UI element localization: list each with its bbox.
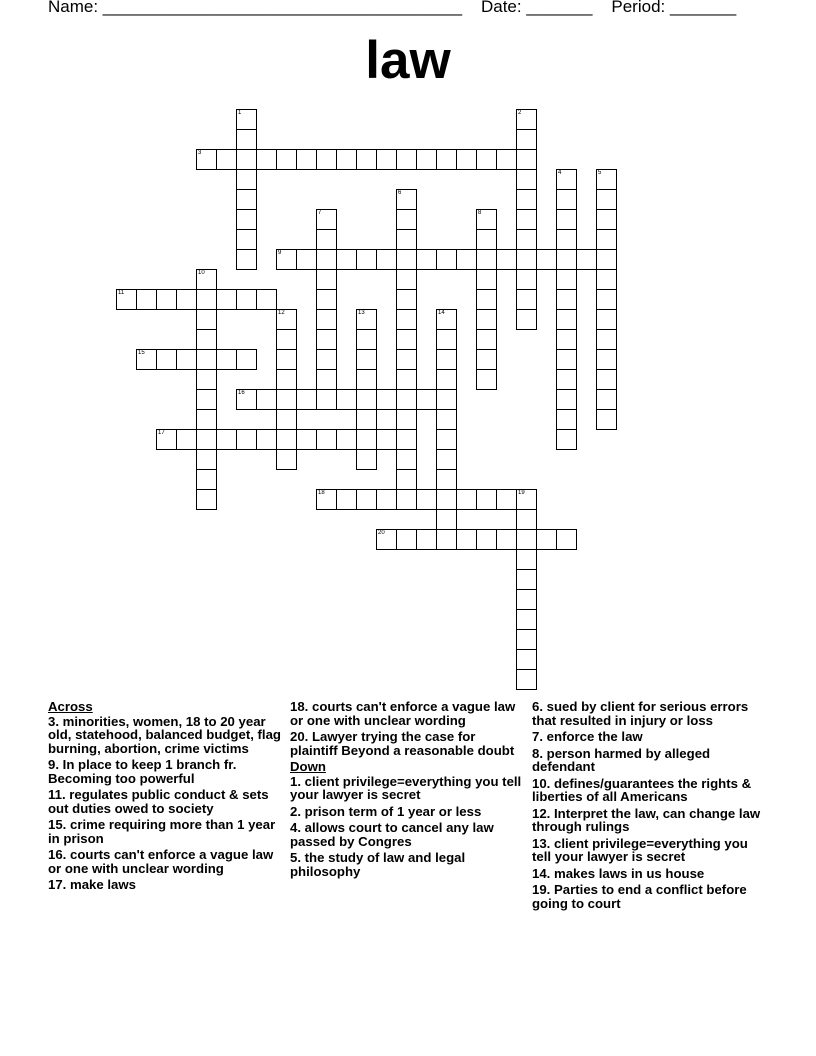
grid-cell[interactable] [356,489,377,510]
grid-cell[interactable] [376,249,397,270]
grid-cell[interactable] [396,489,417,510]
grid-cell[interactable] [596,229,617,250]
clue-across-18: 18. courts can't enforce a vague law or one with unclear wording [290,699,516,728]
clue-down-6: 6. sued by client for serious errors that resulted in injury or loss [532,699,749,728]
grid-cell[interactable] [316,349,337,370]
grid-cell[interactable] [556,189,577,210]
grid-cell[interactable] [236,169,257,190]
grid-cell[interactable] [316,289,337,310]
grid-cell[interactable] [316,269,337,290]
grid-cell[interactable] [136,349,157,370]
grid-cell[interactable] [256,289,277,310]
grid-cell[interactable] [556,209,577,230]
grid-cell[interactable] [596,369,617,390]
grid-cell[interactable] [196,409,217,430]
grid-cell[interactable] [396,309,417,330]
grid-cell[interactable] [276,149,297,170]
grid-cell[interactable] [416,149,437,170]
grid-cell[interactable] [356,409,377,430]
grid-cell[interactable] [516,529,537,550]
clue-number: 5 [598,170,602,176]
grid-cell[interactable] [456,529,477,550]
grid-cell[interactable] [436,349,457,370]
clue-number: 8 [478,210,482,216]
grid-cell[interactable] [276,449,297,470]
grid-cell[interactable] [556,269,577,290]
grid-cell[interactable] [476,369,497,390]
grid-cell[interactable] [436,529,457,550]
grid-cell[interactable] [456,149,477,170]
grid-cell[interactable] [196,269,217,290]
clue-across-9: 9. In place to keep 1 branch fr. Becoming too powerful [48,757,237,786]
grid-cell[interactable] [196,329,217,350]
grid-cell[interactable] [476,529,497,550]
grid-cell[interactable] [476,149,497,170]
grid-cell[interactable] [396,469,417,490]
grid-cell[interactable] [396,349,417,370]
grid-cell[interactable] [436,509,457,530]
grid-cell[interactable] [476,269,497,290]
grid-cell[interactable] [516,549,537,570]
grid-cell[interactable] [476,209,497,230]
grid-cell[interactable] [396,329,417,350]
grid-cell[interactable] [596,249,617,270]
grid-cell[interactable] [516,249,537,270]
grid-cell[interactable] [436,489,457,510]
grid-cell[interactable] [596,409,617,430]
grid-cell[interactable] [436,309,457,330]
grid-cell[interactable] [476,289,497,310]
grid-cell[interactable] [356,329,377,350]
clue-down-12: 12. Interpret the law, can change law through rulings [532,805,761,834]
grid-cell[interactable] [416,389,437,410]
grid-cell[interactable] [416,529,437,550]
grid-cell[interactable] [196,309,217,330]
grid-cell[interactable] [596,269,617,290]
grid-cell[interactable] [516,189,537,210]
grid-cell[interactable] [256,429,277,450]
down-heading: Down [290,759,326,774]
across-heading: Across [48,699,93,714]
grid-cell[interactable] [196,149,217,170]
clue-across-11: 11. regulates public conduct & sets out duties owed to society [48,787,269,816]
clue-number: 15 [138,350,145,356]
grid-cell[interactable] [336,489,357,510]
grid-cell[interactable] [596,189,617,210]
clue-down-1: 1. client privilege=everything you tell your lawyer is secret [290,773,522,802]
grid-cell[interactable] [496,249,517,270]
grid-cell[interactable] [496,489,517,510]
grid-cell[interactable] [556,409,577,430]
grid-cell[interactable] [356,429,377,450]
grid-cell[interactable] [436,329,457,350]
grid-cell[interactable] [316,369,337,390]
grid-cell[interactable] [396,269,417,290]
clue-down-19: 19. Parties to end a conflict before going to court [532,882,747,911]
grid-cell[interactable] [296,249,317,270]
grid-cell[interactable] [516,289,537,310]
grid-cell[interactable] [196,389,217,410]
grid-cell[interactable] [556,229,577,250]
grid-cell[interactable] [236,389,257,410]
grid-cell[interactable] [316,429,337,450]
grid-cell[interactable] [296,429,317,450]
grid-cell[interactable] [396,369,417,390]
grid-cell[interactable] [236,229,257,250]
grid-cell[interactable] [396,409,417,430]
grid-cell[interactable] [516,269,537,290]
grid-cell[interactable] [376,429,397,450]
grid-cell[interactable] [516,609,537,630]
grid-cell[interactable] [316,309,337,330]
grid-cell[interactable] [556,309,577,330]
grid-cell[interactable] [396,149,417,170]
grid-cell[interactable] [316,149,337,170]
grid-cell[interactable] [436,249,457,270]
grid-cell[interactable] [316,209,337,230]
grid-cell[interactable] [556,249,577,270]
grid-cell[interactable] [556,329,577,350]
grid-cell[interactable] [276,309,297,330]
grid-cell[interactable] [216,289,237,310]
clue-number: 10 [198,270,205,276]
grid-cell[interactable] [116,289,137,310]
grid-cell[interactable] [176,289,197,310]
grid-cell[interactable] [476,329,497,350]
clue-down-8: 8. person harmed by alleged defendant [532,745,711,774]
clue-number: 4 [558,170,562,176]
grid-cell[interactable] [376,489,397,510]
grid-cell[interactable] [516,149,537,170]
clue-number: 18 [318,490,325,496]
grid-cell[interactable] [436,369,457,390]
grid-cell[interactable] [196,349,217,370]
grid-cell[interactable] [396,529,417,550]
grid-cell[interactable] [596,309,617,330]
grid-cell[interactable] [236,109,257,130]
grid-cell[interactable] [276,349,297,370]
clue-number: 19 [518,490,525,496]
grid-cell[interactable] [196,369,217,390]
grid-cell[interactable] [296,149,317,170]
clue-number: 16 [238,390,245,396]
clue-number: 20 [378,530,385,536]
clue-number: 12 [278,310,285,316]
clue-number: 14 [438,310,445,316]
grid-cell[interactable] [236,189,257,210]
grid-cell[interactable] [376,149,397,170]
grid-cell[interactable] [356,349,377,370]
grid-cell[interactable] [336,429,357,450]
grid-cell[interactable] [556,429,577,450]
grid-cell[interactable] [436,149,457,170]
grid-cell[interactable] [316,389,337,410]
grid-cell[interactable] [216,349,237,370]
grid-cell[interactable] [196,489,217,510]
grid-cell[interactable] [136,289,157,310]
grid-cell[interactable] [556,529,577,550]
grid-cell[interactable] [536,249,557,270]
grid-cell[interactable] [516,489,537,510]
grid-cell[interactable] [376,389,397,410]
grid-cell[interactable] [236,249,257,270]
grid-cell[interactable] [556,169,577,190]
grid-cell[interactable] [196,469,217,490]
grid-cell[interactable] [516,169,537,190]
grid-cell[interactable] [476,229,497,250]
grid-cell[interactable] [436,409,457,430]
grid-cell[interactable] [516,229,537,250]
clue-number: 3 [198,150,202,156]
grid-cell[interactable] [596,349,617,370]
grid-cell[interactable] [396,389,417,410]
grid-cell[interactable] [576,249,597,270]
grid-cell[interactable] [336,149,357,170]
clue-down-10: 10. defines/guarantees the rights & liberties of all Americans [532,775,752,804]
grid-cell[interactable] [536,529,557,550]
grid-cell[interactable] [356,149,377,170]
grid-cell[interactable] [316,249,337,270]
grid-cell[interactable] [276,329,297,350]
grid-cell[interactable] [356,449,377,470]
grid-cell[interactable] [436,429,457,450]
grid-cell[interactable] [516,209,537,230]
grid-cell[interactable] [476,489,497,510]
grid-cell[interactable] [356,389,377,410]
grid-cell[interactable] [236,429,257,450]
grid-cell[interactable] [376,529,397,550]
clue-across-20: 20. Lawyer trying the case for plaintiff Beyond a reasonable doubt [290,729,515,758]
grid-cell[interactable] [556,389,577,410]
grid-cell[interactable] [416,249,437,270]
grid-cell[interactable] [156,349,177,370]
clue-across-15: 15. crime requiring more than 1 year in prison [48,817,276,846]
grid-cell[interactable] [236,209,257,230]
grid-cell[interactable] [356,309,377,330]
grid-cell[interactable] [596,209,617,230]
grid-cell[interactable] [516,509,537,530]
clue-across-17: 17. make laws [48,877,136,892]
grid-cell[interactable] [516,669,537,690]
clue-down-13: 13. client privilege=everything you tell your lawyer is secret [532,835,748,864]
grid-cell[interactable] [596,289,617,310]
grid-cell[interactable] [316,489,337,510]
grid-cell[interactable] [276,409,297,430]
clues-column-1 [48,700,284,895]
grid-cell[interactable] [396,449,417,470]
grid-cell[interactable] [476,249,497,270]
grid-cell[interactable] [516,129,537,150]
grid-cell[interactable] [396,249,417,270]
grid-cell[interactable] [356,249,377,270]
grid-cell[interactable] [156,429,177,450]
grid-cell[interactable] [596,329,617,350]
grid-cell[interactable] [516,649,537,670]
clue-number: 13 [358,310,365,316]
grid-cell[interactable] [336,249,357,270]
grid-cell[interactable] [276,369,297,390]
grid-cell[interactable] [396,209,417,230]
grid-cell[interactable] [456,249,477,270]
grid-cell[interactable] [196,289,217,310]
grid-cell[interactable] [556,349,577,370]
grid-cell[interactable] [316,229,337,250]
page-title: law [365,31,451,90]
grid-cell[interactable] [216,429,237,450]
grid-cell[interactable] [496,149,517,170]
grid-cell[interactable] [216,149,237,170]
grid-cell[interactable] [476,349,497,370]
clue-number: 7 [318,210,322,216]
clue-number: 11 [118,290,125,296]
grid-cell[interactable] [176,349,197,370]
grid-cell[interactable] [396,189,417,210]
grid-cell[interactable] [256,149,277,170]
grid-cell[interactable] [276,249,297,270]
grid-cell[interactable] [496,529,517,550]
clue-number: 1 [238,110,242,116]
grid-cell[interactable] [196,449,217,470]
grid-cell[interactable] [416,489,437,510]
grid-cell[interactable] [516,109,537,130]
clue-number: 9 [278,250,282,256]
grid-cell[interactable] [516,309,537,330]
grid-cell[interactable] [456,489,477,510]
clue-number: 6 [398,190,402,196]
grid-cell[interactable] [316,329,337,350]
grid-cell[interactable] [236,129,257,150]
grid-cell[interactable] [176,429,197,450]
grid-cell[interactable] [596,389,617,410]
grid-cell[interactable] [276,429,297,450]
grid-cell[interactable] [436,469,457,490]
clue-number: 17 [158,430,165,436]
grid-cell[interactable] [396,429,417,450]
grid-cell[interactable] [336,389,357,410]
grid-cell[interactable] [156,289,177,310]
clue-down-4: 4. allows court to cancel any law passed by Congres [290,820,494,849]
clue-across-3: 3. minorities, women, 18 to 20 year old, statehood, balanced budget, flag burning, abortion, crime victims [48,713,281,756]
clues-column-3 [532,700,768,913]
grid-cell[interactable] [516,569,537,590]
grid-cell[interactable] [196,429,217,450]
grid-cell[interactable] [396,289,417,310]
grid-cell[interactable] [256,389,277,410]
grid-cell[interactable] [596,169,617,190]
worksheet-header: Name: ______________________________________ Date: _______ Period: _______ [48,0,737,16]
grid-cell[interactable] [436,449,457,470]
clue-across-16: 16. courts can't enforce a vague law or one with unclear wording [48,847,274,876]
grid-cell[interactable] [516,589,537,610]
grid-cell[interactable] [236,289,257,310]
grid-cell[interactable] [236,349,257,370]
clues-column-2 [290,700,526,881]
clue-down-5: 5. the study of law and legal philosophy [290,850,466,879]
grid-cell[interactable] [476,309,497,330]
clue-number: 2 [518,110,522,116]
clue-down-7: 7. enforce the law [532,729,643,744]
grid-cell[interactable] [436,389,457,410]
grid-cell[interactable] [396,229,417,250]
grid-cell[interactable] [516,629,537,650]
clue-down-14: 14. makes laws in us house [532,865,705,881]
grid-cell[interactable] [296,389,317,410]
grid-cell[interactable] [276,389,297,410]
grid-cell[interactable] [236,149,257,170]
grid-cell[interactable] [356,369,377,390]
grid-cell[interactable] [556,369,577,390]
grid-cell[interactable] [556,289,577,310]
clue-down-2: 2. prison term of 1 year or less [290,803,482,819]
